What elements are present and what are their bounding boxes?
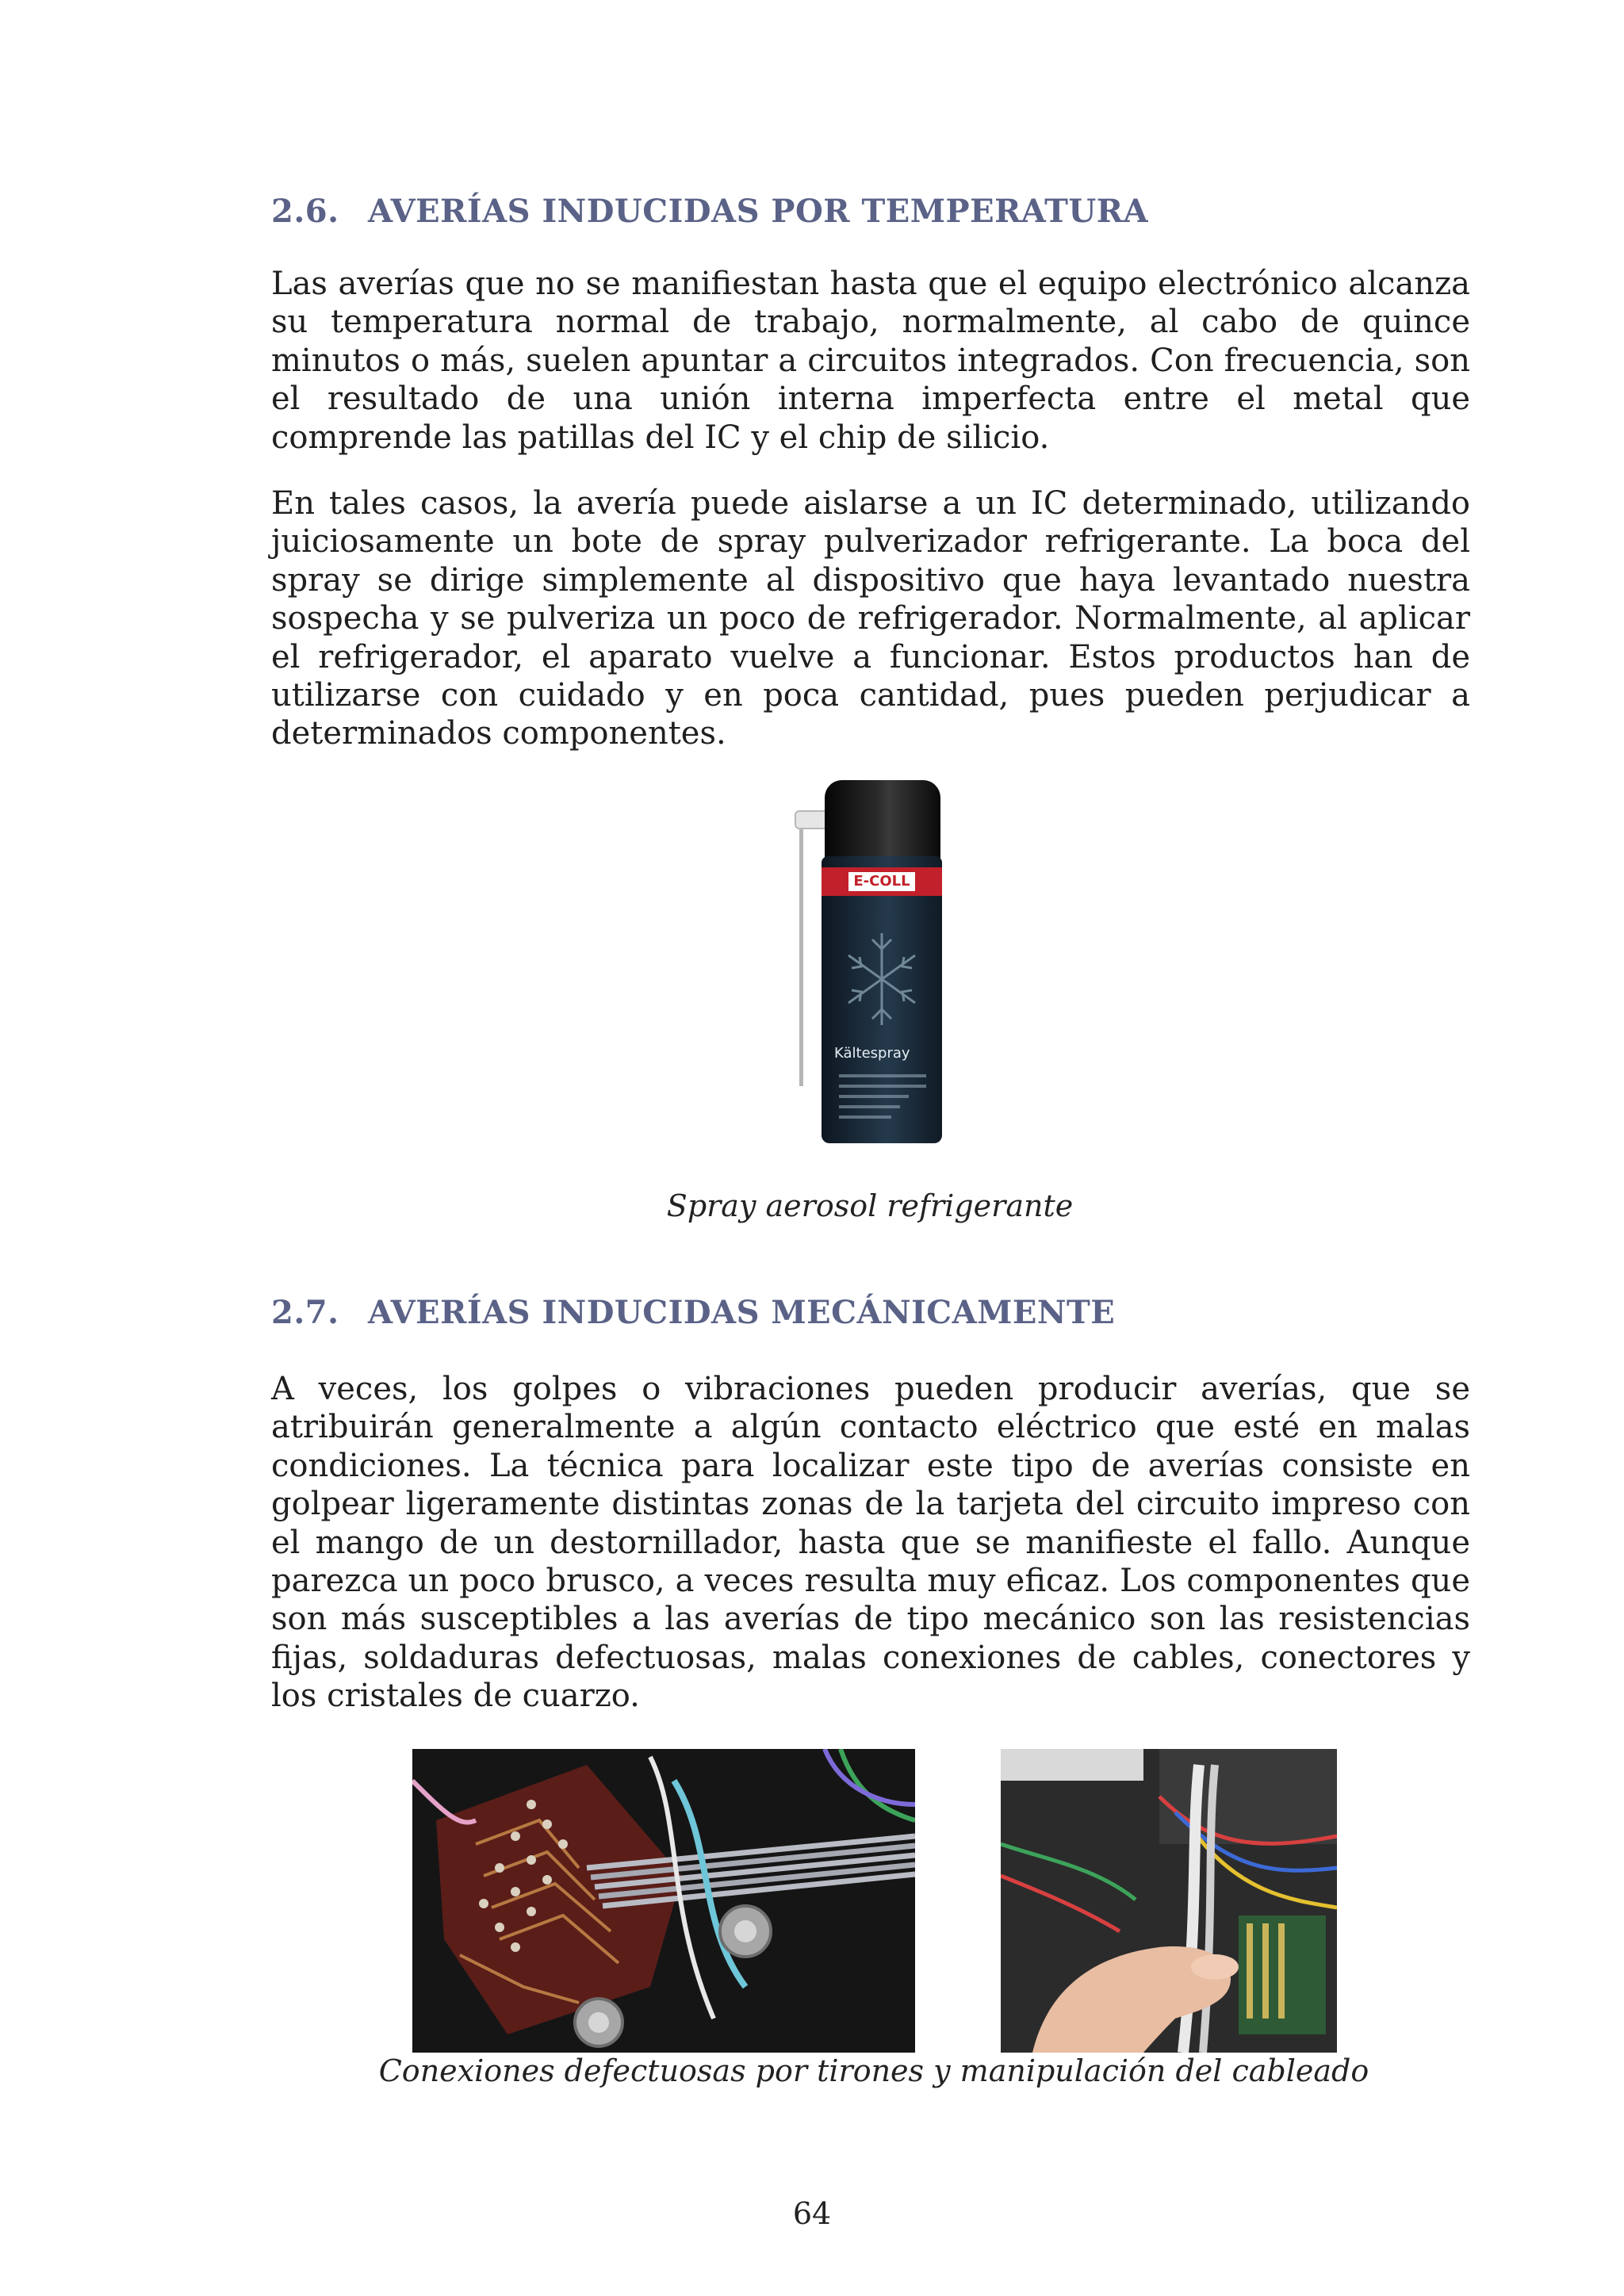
product-name: Kältespray xyxy=(834,1045,910,1062)
product-subtitle-lines xyxy=(839,1067,926,1126)
paragraph: Las averías que no se manifiestan hasta que el equipo electrónico alcanza su temperatura normal de trabajo, normalmente, al cabo de quince minutos o más, suelen apuntar a circuitos integrados. Con frecuencia, son el resultado de una unión interna imperfecta entre el metal que comprende las patillas del IC y el chip de silicio. xyxy=(271,266,1470,456)
brand-band xyxy=(822,867,942,896)
paragraph: En tales casos, la avería puede aislarse a un IC determinado, utilizando juiciosamente un bote de spray pulverizador refrigerante. La boca del spray se dirige simplemente al dispositivo que haya levantado nuestra sospecha y se pulveriza un poco de refrigerador. Normalmente, al aplicar el refrigerador, el aparato vuelve a funcionar. Estos productos han de utilizarse con cuidado y en poca cantidad, pues pueden perjudicar a determinados componentes. xyxy=(271,485,1470,752)
circuit-board-photo xyxy=(412,1749,915,2053)
cable-handling-photo xyxy=(1001,1749,1337,2053)
paragraph: A veces, los golpes o vibraciones pueden producir averías, que se atribuirán generalmente a algún contacto eléctrico que esté en malas condiciones. La técnica para localizar este tipo de averías consiste en golpear ligeramente distintas zonas de la tarjeta del circuito impreso con el mango de un destornillador, hasta que se manifieste el fallo. Aunque parezca un poco brusco, a veces resulta muy eficaz. Los componentes que son más susceptibles a las averías de tipo mecánico son las resistencias fijas, soldaduras defectuosas, malas conexiones de cables, conectores y los cristales de cuarzo. xyxy=(271,1371,1470,1715)
figure-caption: Spray aerosol refrigerante xyxy=(666,1188,1074,1223)
section-number: 2.6. xyxy=(271,193,339,230)
brand-logo: E-COLL xyxy=(848,872,915,891)
section-heading-2-7 xyxy=(271,1294,1115,1331)
section-title: AVERÍAS INDUCIDAS MECÁNICAMENTE xyxy=(368,1294,1116,1331)
section-number: 2.7. xyxy=(271,1294,339,1331)
section-heading-2-6 xyxy=(271,193,1148,230)
spray-can-cap xyxy=(825,780,940,863)
spray-can-image xyxy=(785,777,967,1156)
spray-nozzle-tube xyxy=(799,825,803,1086)
page-number: 64 xyxy=(792,2196,832,2231)
section-title: AVERÍAS INDUCIDAS POR TEMPERATURA xyxy=(368,193,1149,230)
spray-can-body xyxy=(822,856,942,1143)
snowflake-icon xyxy=(842,924,921,1035)
figure-caption: Conexiones defectuosas por tirones y manipulación del cableado xyxy=(378,2053,1369,2088)
